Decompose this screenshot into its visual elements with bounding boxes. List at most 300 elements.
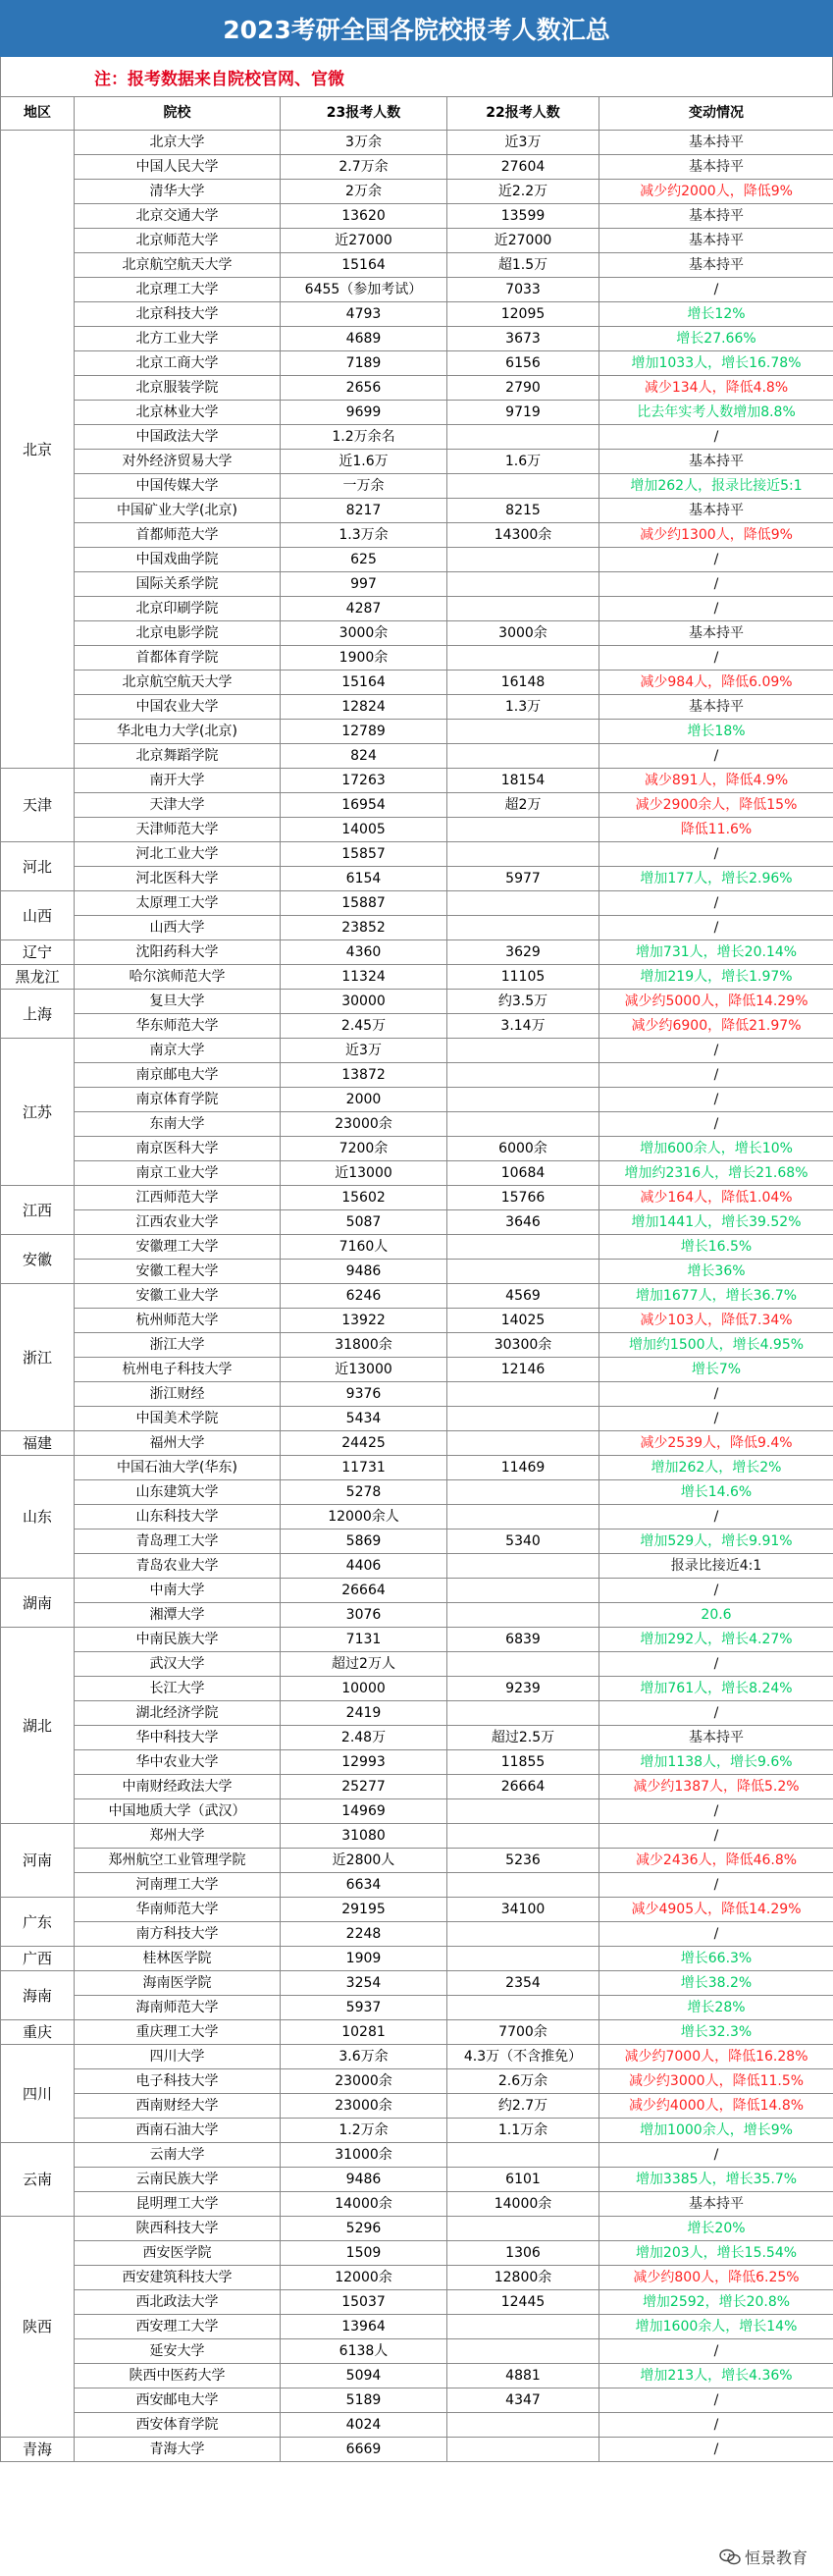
school-cell: 安徽工业大学 bbox=[75, 1284, 281, 1309]
table-row bbox=[1, 940, 833, 965]
school-cell: 江西农业大学 bbox=[75, 1210, 281, 1235]
applicants-2022-cell: 超2万 bbox=[447, 793, 599, 818]
applicants-2023-cell: 15857 bbox=[281, 842, 447, 867]
applicants-2023-cell: 近13000 bbox=[281, 1358, 447, 1382]
change-cell: 减少约1387人，降低5.2% bbox=[599, 1775, 833, 1799]
data-source-note: 注：报考数据来自院校官网、官微 bbox=[0, 57, 833, 96]
change-cell: 报录比接近4:1 bbox=[599, 1554, 833, 1579]
table-row bbox=[1, 1873, 833, 1898]
applicants-2022-cell: 1.6万 bbox=[447, 450, 599, 474]
table-row bbox=[1, 1947, 833, 1971]
table-row bbox=[1, 1750, 833, 1775]
school-cell: 复旦大学 bbox=[75, 990, 281, 1014]
school-cell: 浙江财经 bbox=[75, 1382, 281, 1407]
table-row bbox=[1, 965, 833, 990]
applicants-2023-cell: 11731 bbox=[281, 1456, 447, 1480]
table-row bbox=[1, 1161, 833, 1186]
applicants-2022-cell bbox=[447, 1260, 599, 1284]
table-row bbox=[1, 327, 833, 351]
school-cell: 中国矿业大学(北京) bbox=[75, 499, 281, 523]
applicants-2022-cell: 16148 bbox=[447, 671, 599, 695]
school-cell: 北京科技大学 bbox=[75, 302, 281, 327]
table-row bbox=[1, 2069, 833, 2094]
table-row bbox=[1, 1382, 833, 1407]
applicants-2022-cell: 12445 bbox=[447, 2290, 599, 2315]
region-cell: 江苏 bbox=[1, 1039, 75, 1186]
table-row bbox=[1, 1210, 833, 1235]
school-cell: 北京服装学院 bbox=[75, 376, 281, 401]
applicants-2022-cell: 3000余 bbox=[447, 621, 599, 646]
applicants-2022-cell: 6000余 bbox=[447, 1137, 599, 1161]
applicants-2023-cell: 31800余 bbox=[281, 1333, 447, 1358]
school-cell: 北京航空航天大学 bbox=[75, 253, 281, 278]
applicants-2023-cell: 6455（参加考试） bbox=[281, 278, 447, 302]
table-body bbox=[1, 131, 833, 2462]
applicants-2023-cell: 13872 bbox=[281, 1063, 447, 1088]
applicants-2022-cell: 2.6万余 bbox=[447, 2069, 599, 2094]
region-cell: 天津 bbox=[1, 769, 75, 842]
applicants-2023-cell: 3076 bbox=[281, 1603, 447, 1628]
applicants-2023-cell: 5296 bbox=[281, 2217, 447, 2241]
applicants-2023-cell: 1.2万余名 bbox=[281, 425, 447, 450]
applicants-2023-cell: 6634 bbox=[281, 1873, 447, 1898]
applicants-2023-cell: 6154 bbox=[281, 867, 447, 891]
change-cell: / bbox=[599, 916, 833, 940]
table-row bbox=[1, 2020, 833, 2045]
applicants-2023-cell: 2.48万 bbox=[281, 1726, 447, 1750]
school-cell: 安徽理工大学 bbox=[75, 1235, 281, 1260]
change-cell: 增长38.2% bbox=[599, 1971, 833, 1996]
change-cell: 增加1138人，增长9.6% bbox=[599, 1750, 833, 1775]
applicants-2022-cell bbox=[447, 1701, 599, 1726]
region-cell: 河北 bbox=[1, 842, 75, 891]
applicants-2023-cell: 31000余 bbox=[281, 2143, 447, 2168]
school-cell: 电子科技大学 bbox=[75, 2069, 281, 2094]
table-row bbox=[1, 1112, 833, 1137]
school-cell: 西安体育学院 bbox=[75, 2413, 281, 2438]
region-cell: 北京 bbox=[1, 131, 75, 769]
change-cell: 20.6 bbox=[599, 1603, 833, 1628]
applicants-2023-cell: 12000余人 bbox=[281, 1505, 447, 1530]
applicants-2023-cell: 12789 bbox=[281, 720, 447, 744]
table-row bbox=[1, 1996, 833, 2020]
applicants-2023-cell: 5869 bbox=[281, 1530, 447, 1554]
school-cell: 西南石油大学 bbox=[75, 2119, 281, 2143]
region-cell: 江西 bbox=[1, 1186, 75, 1235]
applicants-2023-cell: 12993 bbox=[281, 1750, 447, 1775]
school-cell: 江西师范大学 bbox=[75, 1186, 281, 1210]
applicants-2022-cell: 超1.5万 bbox=[447, 253, 599, 278]
school-cell: 南京体育学院 bbox=[75, 1088, 281, 1112]
table-row bbox=[1, 523, 833, 548]
applicants-2022-cell: 9239 bbox=[447, 1677, 599, 1701]
table-row bbox=[1, 1309, 833, 1333]
applicants-2022-cell bbox=[447, 1603, 599, 1628]
applicants-2023-cell: 23000余 bbox=[281, 2069, 447, 2094]
table-row bbox=[1, 2388, 833, 2413]
table-row bbox=[1, 2119, 833, 2143]
table-row bbox=[1, 2364, 833, 2388]
school-cell: 北京师范大学 bbox=[75, 229, 281, 253]
applicants-2023-cell: 2419 bbox=[281, 1701, 447, 1726]
table-row bbox=[1, 474, 833, 499]
applicants-2023-cell: 2656 bbox=[281, 376, 447, 401]
change-cell: 增加约1500人，增长4.95% bbox=[599, 1333, 833, 1358]
change-cell: 增加约2316人，增长21.68% bbox=[599, 1161, 833, 1186]
change-cell: 减少103人，降低7.34% bbox=[599, 1309, 833, 1333]
change-cell: / bbox=[599, 1824, 833, 1849]
change-cell: 减少2900余人，降低15% bbox=[599, 793, 833, 818]
change-cell: 增加1441人，增长39.52% bbox=[599, 1210, 833, 1235]
change-cell: 增加219人，增长1.97% bbox=[599, 965, 833, 990]
table-row bbox=[1, 425, 833, 450]
region-cell: 广西 bbox=[1, 1947, 75, 1971]
applicants-2022-cell: 近3万 bbox=[447, 131, 599, 155]
applicants-2022-cell bbox=[447, 891, 599, 916]
applicants-2023-cell: 9486 bbox=[281, 1260, 447, 1284]
applicants-2022-cell: 27604 bbox=[447, 155, 599, 180]
applicants-2022-cell: 约2.7万 bbox=[447, 2094, 599, 2119]
table-row bbox=[1, 1554, 833, 1579]
change-cell: 减少134人，降低4.8% bbox=[599, 376, 833, 401]
change-cell: 增长27.66% bbox=[599, 327, 833, 351]
table-row bbox=[1, 1726, 833, 1750]
change-cell: 基本持平 bbox=[599, 621, 833, 646]
applicants-2023-cell: 7131 bbox=[281, 1628, 447, 1652]
applicants-2022-cell bbox=[447, 1799, 599, 1824]
applicants-2022-cell: 1.1万余 bbox=[447, 2119, 599, 2143]
change-cell: / bbox=[599, 2339, 833, 2364]
table-row bbox=[1, 155, 833, 180]
table-row bbox=[1, 1505, 833, 1530]
table-row bbox=[1, 1014, 833, 1039]
applicants-2023-cell: 29195 bbox=[281, 1898, 447, 1922]
table-row bbox=[1, 229, 833, 253]
region-cell: 湖南 bbox=[1, 1579, 75, 1628]
applicants-2022-cell: 14000余 bbox=[447, 2192, 599, 2217]
table-row bbox=[1, 2192, 833, 2217]
change-cell: 减少约7000人，降低16.28% bbox=[599, 2045, 833, 2069]
school-cell: 华南师范大学 bbox=[75, 1898, 281, 1922]
applicants-2022-cell bbox=[447, 2217, 599, 2241]
table-row bbox=[1, 695, 833, 720]
region-cell: 河南 bbox=[1, 1824, 75, 1898]
applicants-2023-cell: 16954 bbox=[281, 793, 447, 818]
school-cell: 北京大学 bbox=[75, 131, 281, 155]
applicants-2022-cell: 12800余 bbox=[447, 2266, 599, 2290]
school-cell: 中国传媒大学 bbox=[75, 474, 281, 499]
applicants-2023-cell: 11324 bbox=[281, 965, 447, 990]
school-cell: 华东师范大学 bbox=[75, 1014, 281, 1039]
applicants-2022-cell bbox=[447, 1063, 599, 1088]
applicants-2022-cell bbox=[447, 1431, 599, 1456]
applicants-2022-cell: 11855 bbox=[447, 1750, 599, 1775]
applicants-2023-cell: 4406 bbox=[281, 1554, 447, 1579]
applicants-2023-cell: 1900余 bbox=[281, 646, 447, 671]
applicants-2022-cell: 近27000 bbox=[447, 229, 599, 253]
change-cell: / bbox=[599, 425, 833, 450]
change-cell: 增加203人，增长15.54% bbox=[599, 2241, 833, 2266]
school-cell: 南京工业大学 bbox=[75, 1161, 281, 1186]
applicants-2023-cell: 近13000 bbox=[281, 1161, 447, 1186]
school-cell: 青海大学 bbox=[75, 2438, 281, 2462]
region-cell: 浙江 bbox=[1, 1284, 75, 1431]
school-cell: 天津师范大学 bbox=[75, 818, 281, 842]
school-cell: 北京工商大学 bbox=[75, 351, 281, 376]
school-cell: 杭州师范大学 bbox=[75, 1309, 281, 1333]
applicants-2022-cell bbox=[447, 1554, 599, 1579]
change-cell: 减少891人，降低4.9% bbox=[599, 769, 833, 793]
table-row bbox=[1, 1431, 833, 1456]
wechat-icon bbox=[719, 2549, 741, 2566]
change-cell: 增加3385人，增长35.7% bbox=[599, 2168, 833, 2192]
applicants-2023-cell: 15164 bbox=[281, 253, 447, 278]
school-cell: 南京邮电大学 bbox=[75, 1063, 281, 1088]
applicants-2022-cell: 12095 bbox=[447, 302, 599, 327]
applicants-2022-cell bbox=[447, 1088, 599, 1112]
change-cell: / bbox=[599, 1088, 833, 1112]
table-row bbox=[1, 597, 833, 621]
region-cell: 海南 bbox=[1, 1971, 75, 2020]
change-cell: / bbox=[599, 1652, 833, 1677]
school-cell: 山东科技大学 bbox=[75, 1505, 281, 1530]
school-cell: 福州大学 bbox=[75, 1431, 281, 1456]
school-cell: 长江大学 bbox=[75, 1677, 281, 1701]
table-row bbox=[1, 867, 833, 891]
applicants-2023-cell: 1.3万余 bbox=[281, 523, 447, 548]
applicants-2022-cell bbox=[447, 1873, 599, 1898]
school-cell: 天津大学 bbox=[75, 793, 281, 818]
applicants-2022-cell: 14025 bbox=[447, 1309, 599, 1333]
applicants-2023-cell: 4689 bbox=[281, 327, 447, 351]
table-row bbox=[1, 1579, 833, 1603]
applicants-2022-cell: 4.3万（不含推免） bbox=[447, 2045, 599, 2069]
table-row bbox=[1, 990, 833, 1014]
school-cell: 昆明理工大学 bbox=[75, 2192, 281, 2217]
table-row bbox=[1, 1652, 833, 1677]
table-row bbox=[1, 1407, 833, 1431]
applicants-2022-cell: 7033 bbox=[447, 278, 599, 302]
applicants-2023-cell: 2248 bbox=[281, 1922, 447, 1947]
school-cell: 中国政法大学 bbox=[75, 425, 281, 450]
applicants-2023-cell: 997 bbox=[281, 572, 447, 597]
applicants-2023-cell: 6246 bbox=[281, 1284, 447, 1309]
applicants-2023-cell: 31080 bbox=[281, 1824, 447, 1849]
change-cell: / bbox=[599, 2388, 833, 2413]
school-cell: 国际关系学院 bbox=[75, 572, 281, 597]
applicants-2023-cell: 超过2万人 bbox=[281, 1652, 447, 1677]
applicants-2022-cell: 近2.2万 bbox=[447, 180, 599, 204]
school-cell: 东南大学 bbox=[75, 1112, 281, 1137]
change-cell: 减少2539人，降低9.4% bbox=[599, 1431, 833, 1456]
applicants-2023-cell: 近3万 bbox=[281, 1039, 447, 1063]
region-cell: 青海 bbox=[1, 2438, 75, 2462]
change-cell: / bbox=[599, 2438, 833, 2462]
table-row bbox=[1, 744, 833, 769]
table-row bbox=[1, 2241, 833, 2266]
change-cell: / bbox=[599, 1579, 833, 1603]
table-row bbox=[1, 2413, 833, 2438]
table-row bbox=[1, 131, 833, 155]
school-cell: 南京大学 bbox=[75, 1039, 281, 1063]
school-cell: 山西大学 bbox=[75, 916, 281, 940]
applicants-2022-cell: 3673 bbox=[447, 327, 599, 351]
table-row bbox=[1, 253, 833, 278]
applicants-2023-cell: 4793 bbox=[281, 302, 447, 327]
applicants-2022-cell: 超过2.5万 bbox=[447, 1726, 599, 1750]
applicants-2022-cell bbox=[447, 720, 599, 744]
table-row bbox=[1, 1971, 833, 1996]
table-row bbox=[1, 401, 833, 425]
school-cell: 河北医科大学 bbox=[75, 867, 281, 891]
school-cell: 北京电影学院 bbox=[75, 621, 281, 646]
change-cell: / bbox=[599, 572, 833, 597]
applicants-2023-cell: 13964 bbox=[281, 2315, 447, 2339]
applicants-2023-cell: 23000余 bbox=[281, 1112, 447, 1137]
applicants-2022-cell: 5977 bbox=[447, 867, 599, 891]
change-cell: 增长66.3% bbox=[599, 1947, 833, 1971]
applicants-2022-cell bbox=[447, 2143, 599, 2168]
applicants-2023-cell: 9376 bbox=[281, 1382, 447, 1407]
change-cell: 增加731人，增长20.14% bbox=[599, 940, 833, 965]
school-cell: 中国戏曲学院 bbox=[75, 548, 281, 572]
change-cell: 减少984人，降低6.09% bbox=[599, 671, 833, 695]
change-cell: / bbox=[599, 278, 833, 302]
table-row bbox=[1, 916, 833, 940]
school-cell: 华中科技大学 bbox=[75, 1726, 281, 1750]
applicants-2023-cell: 14969 bbox=[281, 1799, 447, 1824]
change-cell: / bbox=[599, 1922, 833, 1947]
table-row bbox=[1, 1333, 833, 1358]
change-cell: 基本持平 bbox=[599, 695, 833, 720]
applicants-2022-cell bbox=[447, 1407, 599, 1431]
change-cell: 基本持平 bbox=[599, 253, 833, 278]
table-row bbox=[1, 1284, 833, 1309]
applicants-2023-cell: 13922 bbox=[281, 1309, 447, 1333]
table-row bbox=[1, 1480, 833, 1505]
change-cell: / bbox=[599, 1063, 833, 1088]
change-cell: 基本持平 bbox=[599, 450, 833, 474]
change-cell: 基本持平 bbox=[599, 2192, 833, 2217]
applicants-2023-cell: 5189 bbox=[281, 2388, 447, 2413]
school-cell: 首都师范大学 bbox=[75, 523, 281, 548]
applicants-2023-cell: 30000 bbox=[281, 990, 447, 1014]
applicants-2023-cell: 23000余 bbox=[281, 2094, 447, 2119]
change-cell: 基本持平 bbox=[599, 204, 833, 229]
applicants-2022-cell bbox=[447, 1922, 599, 1947]
table-row bbox=[1, 2438, 833, 2462]
applicants-2022-cell bbox=[447, 1112, 599, 1137]
table-row bbox=[1, 499, 833, 523]
table-row bbox=[1, 720, 833, 744]
applicants-2023-cell: 3254 bbox=[281, 1971, 447, 1996]
table-row bbox=[1, 1775, 833, 1799]
applicants-2022-cell bbox=[447, 425, 599, 450]
applicants-2023-cell: 12824 bbox=[281, 695, 447, 720]
header-2023-applicants: 23报考人数 bbox=[281, 97, 447, 131]
region-cell: 山东 bbox=[1, 1456, 75, 1579]
change-cell: 增长32.3% bbox=[599, 2020, 833, 2045]
table-row bbox=[1, 769, 833, 793]
region-cell: 黑龙江 bbox=[1, 965, 75, 990]
applicants-2023-cell: 15602 bbox=[281, 1186, 447, 1210]
change-cell: 增加1600余人，增长14% bbox=[599, 2315, 833, 2339]
table-row bbox=[1, 450, 833, 474]
applicants-2023-cell: 17263 bbox=[281, 769, 447, 793]
change-cell: 增长16.5% bbox=[599, 1235, 833, 1260]
applicants-2023-cell: 3.6万余 bbox=[281, 2045, 447, 2069]
school-cell: 郑州航空工业管理学院 bbox=[75, 1849, 281, 1873]
school-cell: 北京印刷学院 bbox=[75, 597, 281, 621]
change-cell: 增长20% bbox=[599, 2217, 833, 2241]
school-cell: 中南大学 bbox=[75, 1579, 281, 1603]
change-cell: / bbox=[599, 1407, 833, 1431]
school-cell: 北京舞蹈学院 bbox=[75, 744, 281, 769]
school-cell: 华北电力大学(北京) bbox=[75, 720, 281, 744]
applicants-2022-cell bbox=[447, 1947, 599, 1971]
school-cell: 首都体育学院 bbox=[75, 646, 281, 671]
applicants-2023-cell: 近2800人 bbox=[281, 1849, 447, 1873]
change-cell: 减少约1300人，降低9% bbox=[599, 523, 833, 548]
school-cell: 对外经济贸易大学 bbox=[75, 450, 281, 474]
change-cell: 增加761人，增长8.24% bbox=[599, 1677, 833, 1701]
school-cell: 桂林医学院 bbox=[75, 1947, 281, 1971]
table-row bbox=[1, 1677, 833, 1701]
school-cell: 安徽工程大学 bbox=[75, 1260, 281, 1284]
table-row bbox=[1, 621, 833, 646]
applicants-2023-cell: 5937 bbox=[281, 1996, 447, 2020]
applicants-2022-cell: 1.3万 bbox=[447, 695, 599, 720]
school-cell: 海南师范大学 bbox=[75, 1996, 281, 2020]
applicants-2022-cell: 14300余 bbox=[447, 523, 599, 548]
change-cell: 增长28% bbox=[599, 1996, 833, 2020]
change-cell: 减少约800人，降低6.25% bbox=[599, 2266, 833, 2290]
applicants-2022-cell: 18154 bbox=[447, 769, 599, 793]
school-cell: 中国地质大学（武汉） bbox=[75, 1799, 281, 1824]
applicants-2022-cell bbox=[447, 2438, 599, 2462]
applicants-2022-cell bbox=[447, 1505, 599, 1530]
table-row bbox=[1, 1530, 833, 1554]
table-row bbox=[1, 2339, 833, 2364]
change-cell: 减少约2000人，降低9% bbox=[599, 180, 833, 204]
applicants-2022-cell: 2790 bbox=[447, 376, 599, 401]
change-cell: 减少约4000人，降低14.8% bbox=[599, 2094, 833, 2119]
table-row bbox=[1, 891, 833, 916]
applicants-2022-cell bbox=[447, 646, 599, 671]
applicants-2023-cell: 5278 bbox=[281, 1480, 447, 1505]
applicants-2023-cell: 26664 bbox=[281, 1579, 447, 1603]
change-cell: 基本持平 bbox=[599, 499, 833, 523]
applicants-2022-cell: 1306 bbox=[447, 2241, 599, 2266]
school-cell: 陕西中医药大学 bbox=[75, 2364, 281, 2388]
change-cell: 增加1033人，增长16.78% bbox=[599, 351, 833, 376]
applicants-2023-cell: 1909 bbox=[281, 1947, 447, 1971]
table-row bbox=[1, 572, 833, 597]
table-row bbox=[1, 180, 833, 204]
table-row bbox=[1, 1701, 833, 1726]
applicants-2023-cell: 14005 bbox=[281, 818, 447, 842]
table-row bbox=[1, 204, 833, 229]
school-cell: 郑州大学 bbox=[75, 1824, 281, 1849]
applicants-2022-cell: 2354 bbox=[447, 1971, 599, 1996]
school-cell: 哈尔滨师范大学 bbox=[75, 965, 281, 990]
applicants-2023-cell: 6669 bbox=[281, 2438, 447, 2462]
applicants-2023-cell: 近27000 bbox=[281, 229, 447, 253]
applicants-2023-cell: 3万余 bbox=[281, 131, 447, 155]
applicants-2022-cell: 4569 bbox=[447, 1284, 599, 1309]
school-cell: 青岛农业大学 bbox=[75, 1554, 281, 1579]
school-cell: 西北政法大学 bbox=[75, 2290, 281, 2315]
